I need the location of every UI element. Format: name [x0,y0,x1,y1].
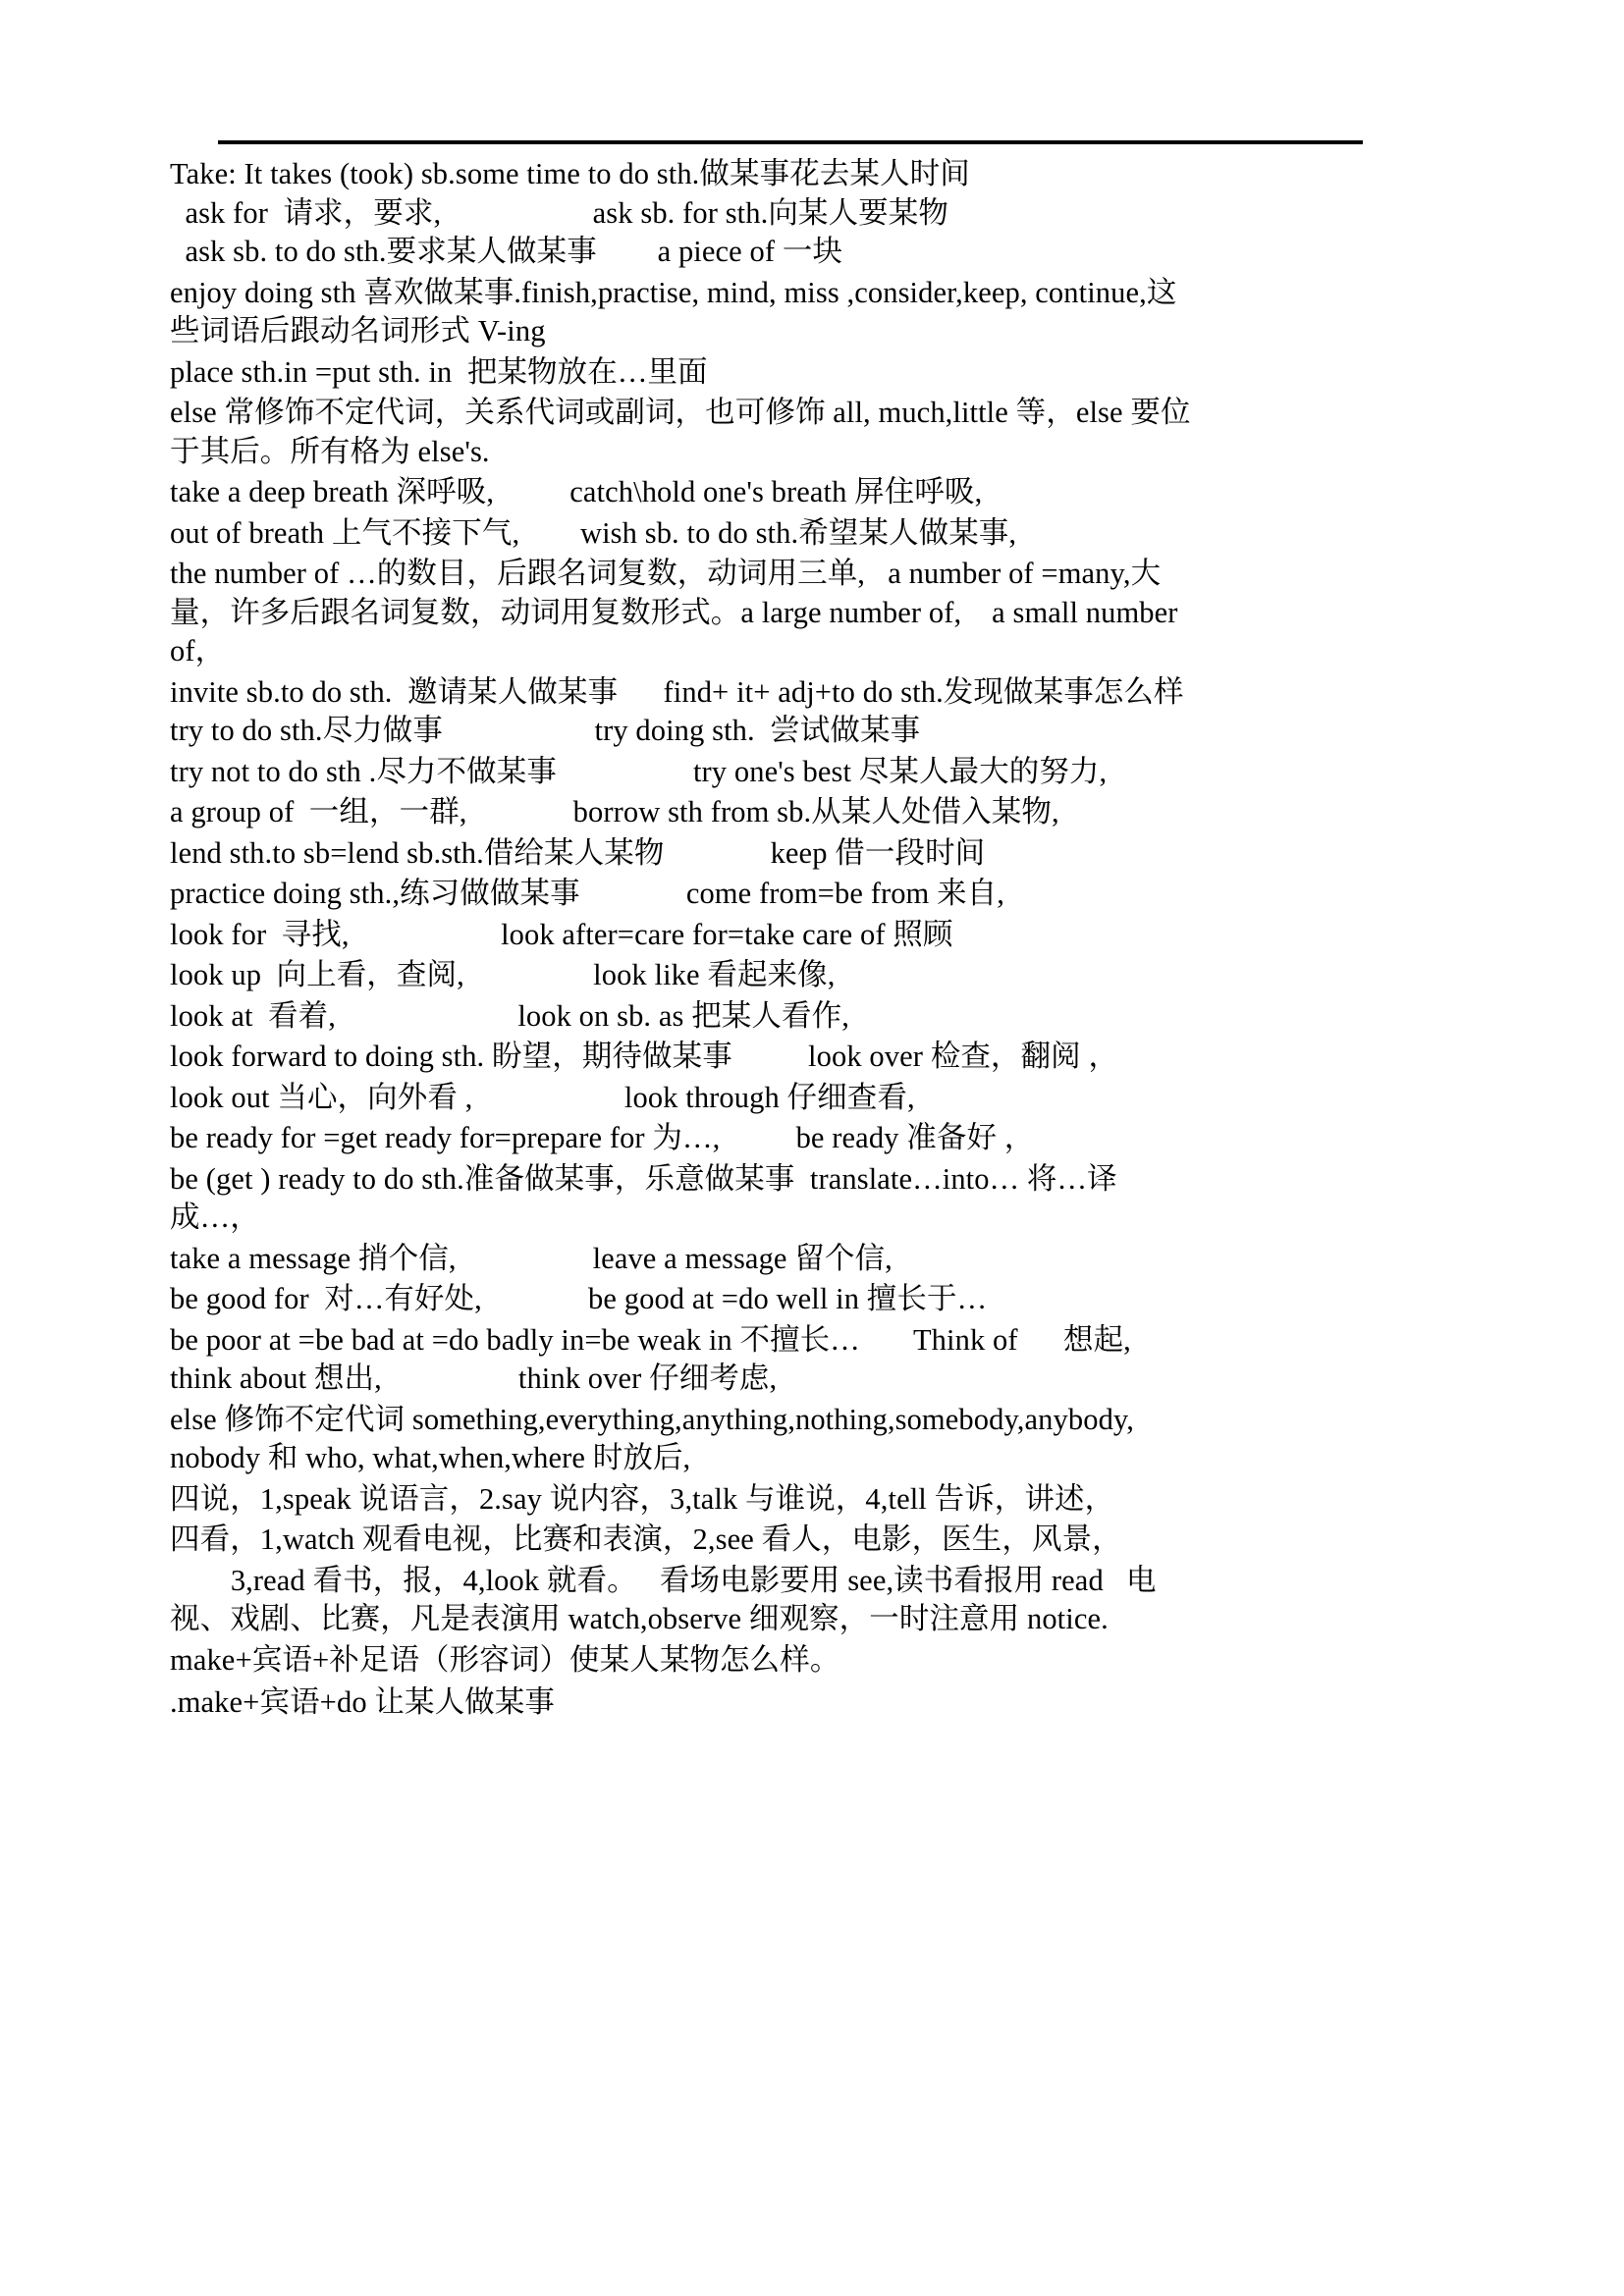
text-line: be good for 对…有好处, be good at =do well in 擅长于… [170,1282,988,1315]
text-line: 四看，1,watch 观看电视，比赛和表演，2,see 看人，电影，医生，风景， [170,1522,1122,1556]
text-line: of， [170,634,226,667]
text-line: look for 寻找, look after=care for=take care of 照顾 [170,917,953,951]
text-line: take a deep breath 深呼吸, catch\hold one's breath 屏住呼吸, [170,475,983,508]
text-line: 视、戏剧、比赛，凡是表演用 watch,observe 细观察，一时注意用 notice. [170,1602,1109,1635]
text-line: out of breath 上气不接下气, wish sb. to do sth.希望某人做某事, [170,515,1017,550]
text-line: look up 向上看，查阅, look like 看起来像, [170,958,836,991]
text-line: make+宾语+补足语（形容词）使某人某物怎么样。 [170,1642,840,1677]
text-line: look forward to doing sth. 盼望，期待做某事 look over 检查，翻阅 ， [170,1040,1119,1073]
text-line: look out 当心，向外看 , look through 仔细查看, [170,1080,915,1114]
text-line: lend sth.to sb=lend sb.sth.借给某人某物 keep 借一段时间 [170,835,986,870]
text-line: place sth.in =put sth. in 把某物放在…里面 [170,354,708,389]
text-line: try not to do sth .尽力不做某事 try one's best 尽某人最大的努力, [170,754,1108,788]
text-line: the number of …的数目，后跟名词复数，动词用三单, a number of =many,大 [170,557,1162,590]
text-line: practice doing sth.,练习做做某事 come from=be from 来自, [170,877,1005,910]
notes-body [170,155,1378,1723]
text-line: look at 看着, look on sb. as 把某人看作, [170,998,849,1033]
text-line: else 修饰不定代词 something,everything,anything,nothing,somebody,anybody, [170,1402,1135,1436]
text-line: try to do sth.尽力做事 try doing sth. 尝试做某事 [170,714,921,747]
text-line: take a message 捎个信, leave a message 留个信, [170,1241,893,1275]
text-line: 3,read 看书，报，4,look 就看。 看场电影要用 see,读书看报用 read 电 [170,1563,1157,1597]
text-line: ask sb. to do sth.要求某人做某事 a piece of 一块 [170,235,843,268]
text-line: nobody 和 who, what,when,where 时放后, [170,1441,691,1474]
header-rule [218,140,1363,144]
text-line: be (get ) ready to do sth.准备做某事，乐意做某事 translate…into… 将…译 [170,1161,1117,1196]
text-line: be ready for =get ready for=prepare for 为…, be ready 准备好 ， [170,1121,1035,1154]
text-line: 些词语后跟动名词形式 V-ing [170,314,546,347]
text-line: a group of 一组，一群, borrow sth from sb.从某人处借入某物, [170,795,1059,828]
text-line: 成…， [170,1201,260,1234]
text-line: else 常修饰不定代词，关系代词或副词，也可修饰 all, much,little 等，else 要位 [170,396,1191,429]
text-line: think about 想出, think over 仔细考虑, [170,1362,778,1395]
text-line: 四说，1,speak 说语言，2.say 说内容，3,talk 与谁说，4,tell 告诉，讲述， [170,1481,1115,1516]
text-line: Take: It takes (took) sb.some time to do sth.做某事花去某人时间 [170,157,970,190]
text-line: enjoy doing sth 喜欢做某事.finish,practise, mind, miss ,consider,keep, continue,这 [170,275,1177,309]
text-line: invite sb.to do sth. 邀请某人做某事 find+ it+ adj+to do sth.发现做某事怎么样 [170,674,1184,709]
text-line: 于其后。所有格为 else's. [170,434,490,468]
text-line: be poor at =be bad at =do badly in=be weak in 不擅长… Think of 想起, [170,1322,1131,1357]
text-line: 量，许多后跟名词复数，动词用复数形式。a large number of, a small number [170,595,1178,629]
text-line: ask for 请求，要求, ask sb. for sth.向某人要某物 [170,195,948,230]
text-line: .make+宾语+do 让某人做某事 [170,1685,555,1719]
